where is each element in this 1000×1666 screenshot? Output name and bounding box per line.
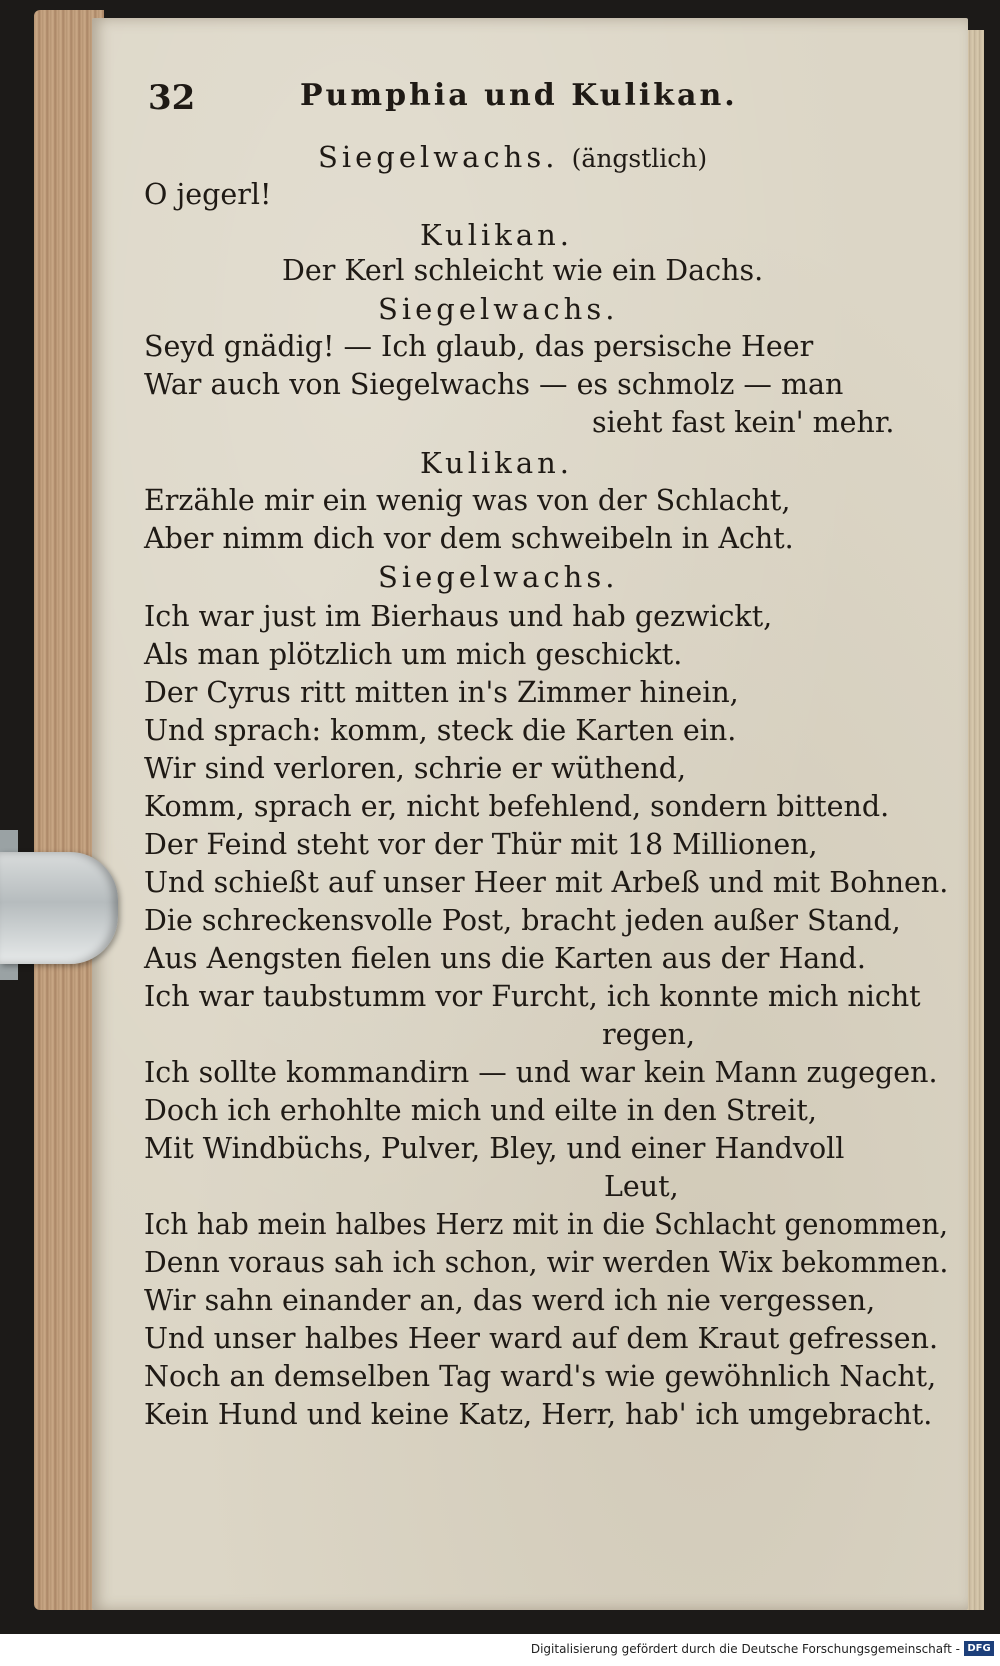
verse-line: Noch an demselben Tag ward's wie gewöhnlich Nacht,	[144, 1360, 937, 1393]
verse-line: Aus Aengsten fielen uns die Karten aus der Hand.	[144, 942, 866, 975]
verse-line: Und unser halbes Heer ward auf dem Kraut gefressen.	[144, 1322, 939, 1355]
footer-credit: Digitalisierung gefördert durch die Deutsche Forschungsgemeinschaft -	[530, 1642, 960, 1656]
speaker-name: Kulikan.	[420, 218, 574, 252]
speaker-name	[318, 140, 707, 174]
verse-line-continuation: regen,	[602, 1018, 696, 1051]
verse-line: Der Cyrus ritt mitten in's Zimmer hinein,	[144, 676, 739, 709]
verse-line: Als man plötzlich um mich geschickt.	[144, 638, 683, 671]
verse-line: Doch ich erhohlte mich und eilte in den Streit,	[144, 1094, 817, 1127]
page-number: 32	[148, 78, 196, 118]
verse-line: Der Kerl schleicht wie ein Dachs.	[282, 254, 764, 287]
verse-line: Seyd gnädig! — Ich glaub, das persische Heer	[144, 330, 814, 363]
verse-line: War auch von Siegelwachs — es schmolz — man	[144, 368, 844, 401]
speaker-name: Siegelwachs.	[378, 560, 619, 594]
verse-line: Aber nimm dich vor dem schweibeln in Acht.	[144, 522, 794, 555]
verse-line: O jegerl!	[144, 178, 272, 211]
verse-line: Kein Hund und keine Katz, Herr, hab' ich umgebracht.	[144, 1398, 933, 1431]
page-clip	[0, 852, 118, 964]
verse-line: Mit Windbüchs, Pulver, Bley, und einer Handvoll	[144, 1132, 845, 1165]
verse-line: Und schießt auf unser Heer mit Arbeß und mit Bohnen.	[144, 866, 949, 899]
speaker-name: Kulikan.	[420, 446, 574, 480]
speaker-label: Siegelwachs.	[318, 140, 559, 174]
dfg-logo: DFG	[964, 1641, 994, 1656]
verse-line-continuation: Leut,	[604, 1170, 679, 1203]
digitization-footer	[0, 1634, 1000, 1666]
speaker-name: Siegelwachs.	[378, 292, 619, 326]
verse-line: Ich sollte kommandirn — und war kein Mann zugegen.	[144, 1056, 938, 1089]
verse-line: Ich hab mein halbes Herz mit in die Schlacht genommen,	[144, 1208, 948, 1241]
verse-line: Ich war just im Bierhaus und hab gezwickt,	[144, 600, 773, 633]
verse-line: Erzähle mir ein wenig was von der Schlacht,	[144, 484, 791, 517]
verse-line-continuation: sieht fast kein' mehr.	[592, 406, 895, 439]
verse-line: Komm, sprach er, nicht befehlend, sondern bittend.	[144, 790, 890, 823]
verse-line: Wir sind verloren, schrie er wüthend,	[144, 752, 687, 785]
verse-line: Und sprach: komm, steck die Karten ein.	[144, 714, 737, 747]
verse-line: Denn voraus sah ich schon, wir werden Wix bekommen.	[144, 1246, 949, 1279]
verse-line: Wir sahn einander an, das werd ich nie vergessen,	[144, 1284, 876, 1317]
verse-line: Ich war taubstumm vor Furcht, ich konnte mich nicht	[144, 980, 921, 1013]
stage-direction: (ängstlich)	[571, 144, 708, 173]
running-head: Pumphia und Kulikan.	[300, 78, 738, 113]
verse-line: Die schreckensvolle Post, bracht jeden außer Stand,	[144, 904, 901, 937]
verse-line: Der Feind steht vor der Thür mit 18 Millionen,	[144, 828, 818, 861]
